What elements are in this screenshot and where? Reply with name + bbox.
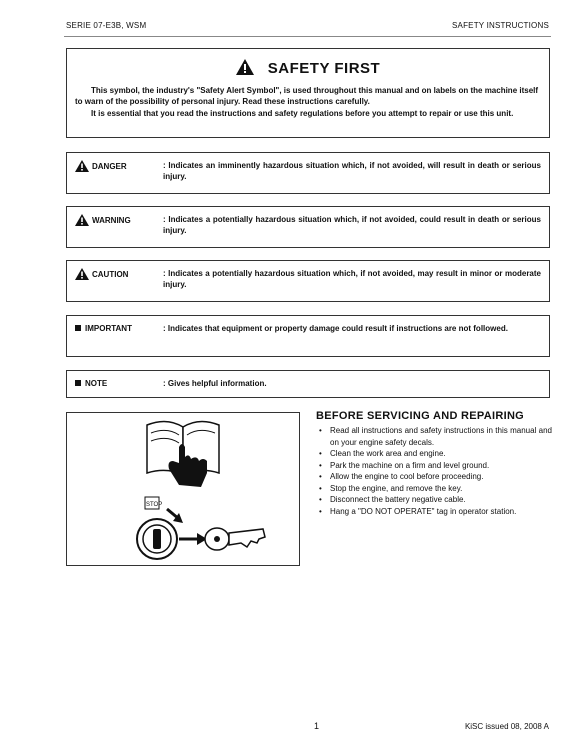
open-manual-hand-icon [147,421,219,487]
list-item: • Read all instructions and safety instructions in this manual and on your engine safety decals. [316,425,552,448]
black-square-icon [75,325,81,331]
safety-first-para2: It is essential that you read the instructions and safety regulations before you attempt to repair or use this unit. [91,109,514,118]
list-item: • Clean the work area and engine. [316,448,552,460]
before-servicing-section [316,410,552,517]
signal-text-warning: : Indicates a potentially hazardous situation which, if not avoided, could result in death or serious injury. [163,215,541,235]
issue-info: KiSC issued 08, 2008 A [464,722,549,731]
safety-first-heading: SAFETY FIRST [267,60,381,77]
ignition-key-icon [137,497,265,559]
warning-triangle-icon [75,268,89,280]
header-manual-code: SERIE 07-E3B, WSM [66,21,147,30]
signal-label-note: NOTE [75,378,107,389]
signal-text-important: : Indicates that equipment or property damage could result if instructions are not followed. [163,324,508,333]
black-square-icon [75,380,81,386]
warning-triangle-icon [236,59,254,79]
page-header [66,20,549,34]
list-item: • Stop the engine, and remove the key. [316,483,552,495]
signal-box-note [66,370,550,398]
safety-first-box [66,48,550,138]
page-number: 1 [314,721,320,731]
list-item: • Disconnect the battery negative cable. [316,494,552,506]
signal-box-danger [66,152,550,194]
illustration-box [66,412,300,566]
safety-first-title [67,59,549,79]
signal-text-caution: : Indicates a potentially hazardous situation which, if not avoided, may result in minor or moderate injury. [163,269,541,289]
signal-text-note: : Gives helpful information. [163,379,267,388]
signal-box-caution [66,260,550,302]
servicing-illustration [67,413,299,565]
list-item: • Hang a "DO NOT OPERATE" tag in operator station. [316,506,552,518]
header-section-title: SAFETY INSTRUCTIONS [452,21,549,30]
signal-label-caution: CAUTION [75,268,128,280]
list-item: • Allow the engine to cool before proceeding. [316,471,552,483]
signal-text-danger: : Indicates an imminently hazardous situation which, if not avoided, will result in death or serious injury. [163,161,541,181]
safety-first-para1: This symbol, the industry's "Safety Alert Symbol", is used throughout this manual and on labels on the machine itself to warn of the possibility of personal injury. Read these instructions carefully. [75,86,539,106]
list-item: • Park the machine on a firm and level ground. [316,460,552,472]
signal-box-warning [66,206,550,248]
svg-text:STOP: STOP [146,502,163,508]
signal-label-important: IMPORTANT [75,323,132,334]
header-rule [64,36,551,37]
before-servicing-title: BEFORE SERVICING AND REPAIRING [316,410,525,422]
before-servicing-list [316,425,552,517]
warning-triangle-icon [75,214,89,226]
signal-label-danger: DANGER [75,160,127,172]
signal-label-warning: WARNING [75,214,131,226]
signal-box-important [66,315,550,357]
warning-triangle-icon [75,160,89,172]
